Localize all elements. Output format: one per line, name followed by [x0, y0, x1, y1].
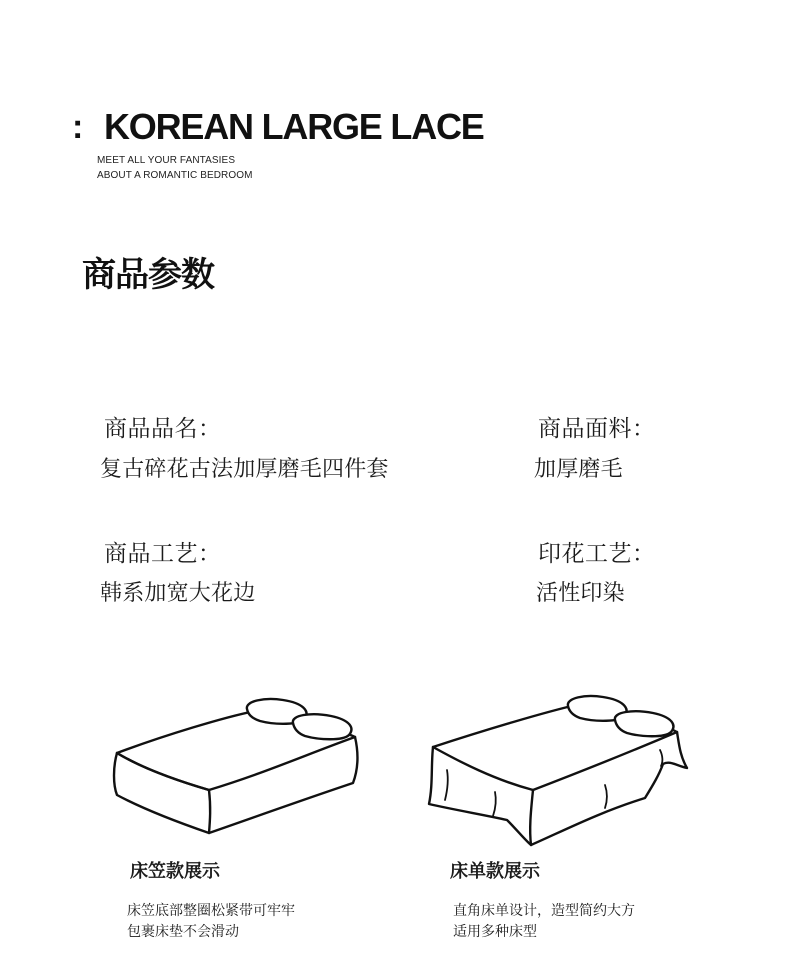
param-craft-value: 韩系加宽大花边: [100, 581, 256, 606]
flat-sheet-bed-icon: [425, 690, 690, 850]
param-name-value: 复古碎花古法加厚磨毛四件套: [100, 457, 389, 482]
fitted-sheet-bed-icon: [105, 695, 365, 835]
param-craft-label: 商品工艺：: [104, 541, 222, 567]
headline: KOREAN LARGE LACE: [104, 106, 484, 147]
headline-colon: :: [72, 108, 84, 146]
param-print-value: 活性印染: [536, 581, 625, 606]
param-fabric-label: 商品面料：: [538, 416, 656, 442]
param-print-label: 印花工艺：: [538, 541, 656, 567]
flat-caption-title: 床单款展示: [450, 861, 540, 882]
tagline-line-1: MEET ALL YOUR FANTASIES: [97, 155, 236, 166]
flat-caption-desc-2: 适用多种床型: [453, 924, 537, 940]
fitted-caption-title: 床笠款展示: [130, 861, 220, 882]
section-title: 商品参数: [82, 255, 214, 295]
tagline-line-2: ABOUT A ROMANTIC BEDROOM: [97, 170, 253, 181]
param-name-label: 商品品名：: [104, 416, 222, 442]
flat-caption-desc-1: 直角床单设计，造型简约大方: [453, 903, 635, 919]
param-fabric-value: 加厚磨毛: [534, 457, 623, 482]
fitted-caption-desc-1: 床笠底部整圈松紧带可牢牢: [127, 903, 295, 919]
fitted-caption-desc-2: 包裹床垫不会滑动: [127, 924, 239, 940]
